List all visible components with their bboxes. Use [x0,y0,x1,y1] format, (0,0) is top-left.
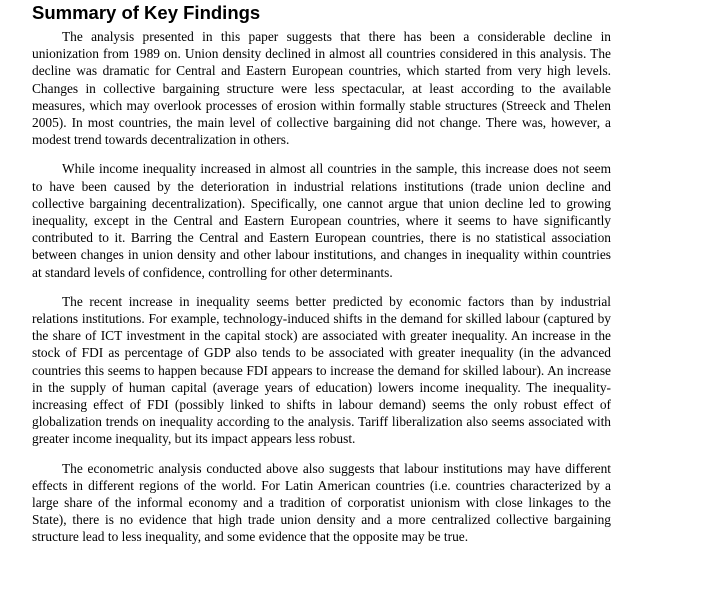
paragraph-unionization-decline: The analysis presented in this paper suggests that there has been a considerable decline in unionization from 1989 on. Union density declined in almost all countries considered in this analysis. The decline was dramatic for Central and Eastern European countries, which started from very high levels. Changes in collective bargaining structure were less spectacular, at least according to the available measures, which may overlook processes of erosion within formally stable structures (Streeck and Thelen 2005). In most countries, the main level of collective bargaining did not change. There was, however, a modest trend towards decentralization in others. [32,29,611,148]
paragraph-economic-factors: The recent increase in inequality seems better predicted by economic factors than by industrial relations institutions. For example, technology-induced shifts in the demand for skilled labour (captured by the share of ICT investment in the capital stock) are associated with greater inequality. An increase in the stock of FDI as percentage of GDP also tends to be associated with greater inequality (in the advanced countries this seems to happen because FDI appears to increase the demand for skilled labour). An increase in the supply of human capital (average years of education) lowers income inequality. The inequality-increasing effect of FDI (possibly linked to shifts in labour demand) seems the only robust effect of globalization trends on inequality according to the analysis. Tariff liberalization also seems associated with greater income inequality, but its impact appears less robust. [32,293,611,447]
section-heading: Summary of Key Findings [32,2,261,23]
document-page [32,2,611,558]
paragraph-income-inequality: While income inequality increased in almost all countries in the sample, this increase does not seem to have been caused by the deterioration in industrial relations institutions (trade union decline and collective bargaining decentralization). Specifically, one cannot argue that union decline led to growing inequality, except in the Central and Eastern European countries, where it seems to have significantly contributed to it. Barring the Central and Eastern European countries, there is no statistical association between changes in union density and other labour institutions, and changes in inequality within countries at standard levels of confidence, controlling for other determinants. [32,161,611,280]
paragraph-regional-effects: The econometric analysis conducted above also suggests that labour institutions may have different effects in different regions of the world. For Latin American countries (i.e. countries characterized by a large share of the informal economy and a tradition of corporatist unionism with close linkages to the State), there is no evidence that high trade union density and a more centralized collective bargaining structure lead to less inequality, and some evidence that the opposite may be true. [32,460,611,545]
